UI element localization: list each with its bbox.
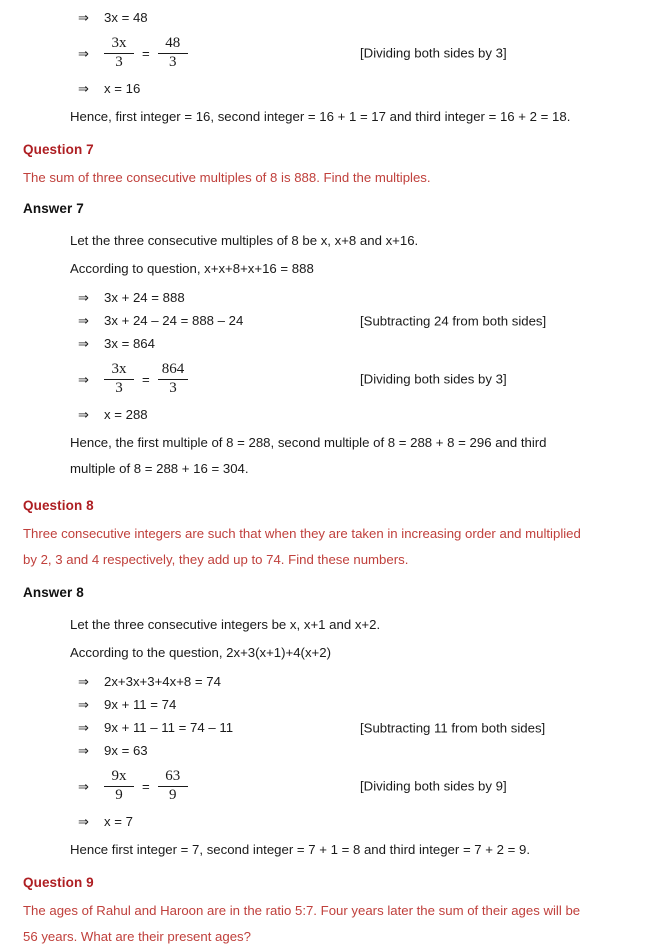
fraction-denominator: 3 xyxy=(104,379,134,397)
spacer xyxy=(0,280,663,288)
spacer xyxy=(0,157,663,167)
equation-expression: x = 16 xyxy=(104,81,141,96)
equation-row xyxy=(0,741,663,760)
spacer xyxy=(0,571,663,585)
equation-expression: 9x + 11 – 11 = 74 – 11 xyxy=(104,720,234,735)
equation-expression: 3x + 24 = 888 xyxy=(104,290,185,305)
implies-arrow-icon: ⇒ xyxy=(78,45,89,61)
fraction-denominator: 3 xyxy=(104,53,134,71)
answer-7-prose-line: According to question, x+x+8+x+16 = 888 xyxy=(70,261,314,276)
question-9-heading: Question 9 xyxy=(23,875,94,890)
fraction-numerator: 3x xyxy=(111,360,127,377)
fraction-equation xyxy=(104,36,188,71)
equation-expression: x = 288 xyxy=(104,407,148,422)
implies-arrow-icon: ⇒ xyxy=(78,697,89,712)
spacer xyxy=(0,189,663,201)
equation-row xyxy=(0,812,663,831)
equation-expression: x = 7 xyxy=(104,814,133,829)
equation-row-fraction xyxy=(0,27,663,79)
spacer xyxy=(0,861,663,875)
answer-8-prose-line: According to the question, 2x+3(x+1)+4(x+2) xyxy=(70,645,331,660)
equation-row xyxy=(0,311,663,330)
fraction-equation xyxy=(104,362,188,397)
equation-expression: 2x+3x+3+4x+8 = 74 xyxy=(104,674,221,689)
fraction-numerator: 9x xyxy=(111,767,127,784)
equation-row xyxy=(0,8,663,27)
implies-arrow-icon: ⇒ xyxy=(78,720,89,735)
fraction-right xyxy=(158,769,188,804)
fraction-denominator: 3 xyxy=(158,53,188,71)
fraction-right xyxy=(158,36,188,71)
fraction-denominator: 3 xyxy=(158,379,188,397)
spacer xyxy=(0,513,663,523)
spacer xyxy=(0,424,663,432)
equation-row xyxy=(0,288,663,307)
equals-sign: = xyxy=(142,371,150,387)
equation-note: [Dividing both sides by 9] xyxy=(360,778,507,794)
implies-arrow-icon: ⇒ xyxy=(78,290,89,305)
equation-row-fraction xyxy=(0,353,663,405)
equals-sign: = xyxy=(142,45,150,61)
equation-row xyxy=(0,718,663,737)
implies-arrow-icon: ⇒ xyxy=(78,313,89,328)
spacer xyxy=(0,0,663,8)
question-7-heading: Question 7 xyxy=(23,142,94,157)
implies-arrow-icon: ⇒ xyxy=(78,336,89,351)
equation-expression: 3x = 864 xyxy=(104,336,155,351)
fraction-numerator: 3x xyxy=(111,34,127,51)
equation-row xyxy=(0,672,663,691)
equation-row xyxy=(0,334,663,353)
fraction-numerator: 48 xyxy=(165,34,181,51)
fraction-left xyxy=(104,362,134,397)
question-9-body-line: 56 years. What are their present ages? xyxy=(23,929,251,944)
implies-arrow-icon: ⇒ xyxy=(78,371,89,387)
spacer xyxy=(0,480,663,498)
equation-note: [Dividing both sides by 3] xyxy=(360,45,507,61)
equals-sign: = xyxy=(142,778,150,794)
equation-expression: 3x + 24 – 24 = 888 – 24 xyxy=(104,313,244,328)
equation-note: [Dividing both sides by 3] xyxy=(360,371,507,387)
answer-7-prose-line: Let the three consecutive multiples of 8 be x, x+8 and x+16. xyxy=(70,233,419,248)
equation-row xyxy=(0,405,663,424)
fraction-left xyxy=(104,36,134,71)
answer-7-conclusion-line: Hence, the first multiple of 8 = 288, second multiple of 8 = 288 + 8 = 296 and third xyxy=(70,435,547,450)
spacer xyxy=(0,600,663,614)
fraction-denominator: 9 xyxy=(158,786,188,804)
fraction-denominator: 9 xyxy=(104,786,134,804)
equation-expression: 9x = 63 xyxy=(104,743,148,758)
spacer xyxy=(0,890,663,900)
implies-arrow-icon: ⇒ xyxy=(78,814,89,829)
spacer xyxy=(0,664,663,672)
equation-row-fraction xyxy=(0,760,663,812)
question-9-body-line: The ages of Rahul and Haroon are in the ratio 5:7. Four years later the sum of their ages will be xyxy=(23,903,581,918)
question-8-heading: Question 8 xyxy=(23,498,94,513)
answer-8-heading: Answer 8 xyxy=(23,585,84,600)
fraction-numerator: 63 xyxy=(165,767,181,784)
equation-row xyxy=(0,695,663,714)
fraction-equation xyxy=(104,769,188,804)
implies-arrow-icon: ⇒ xyxy=(78,674,89,689)
spacer xyxy=(0,216,663,230)
spacer xyxy=(0,128,663,142)
equation-note: [Subtracting 11 from both sides] xyxy=(360,720,546,735)
conclusion-line: Hence, first integer = 16, second integer = 16 + 1 = 17 and third integer = 16 + 2 = 18. xyxy=(70,109,571,124)
implies-arrow-icon: ⇒ xyxy=(78,407,89,422)
equation-expression: 9x + 11 = 74 xyxy=(104,697,177,712)
question-8-body-line: by 2, 3 and 4 respectively, they add up to 74. Find these numbers. xyxy=(23,552,409,567)
answer-8-conclusion-line: Hence first integer = 7, second integer = 7 + 1 = 8 and third integer = 7 + 2 = 9. xyxy=(70,842,531,857)
question-7-body: The sum of three consecutive multiples of 8 is 888. Find the multiples. xyxy=(23,170,431,185)
equation-note: [Subtracting 24 from both sides] xyxy=(360,313,547,328)
answer-7-heading: Answer 7 xyxy=(23,201,84,216)
spacer xyxy=(0,98,663,106)
fraction-right xyxy=(158,362,189,397)
implies-arrow-icon: ⇒ xyxy=(78,778,89,794)
fraction-left xyxy=(104,769,134,804)
question-8-body-line: Three consecutive integers are such that when they are taken in increasing order and multiplied xyxy=(23,526,581,541)
answer-8-prose-line: Let the three consecutive integers be x, x+1 and x+2. xyxy=(70,617,381,632)
implies-arrow-icon: ⇒ xyxy=(78,81,89,96)
spacer xyxy=(0,831,663,839)
fraction-numerator: 864 xyxy=(161,360,185,377)
implies-arrow-icon: ⇒ xyxy=(78,10,89,25)
equation-expression: 3x = 48 xyxy=(104,10,148,25)
implies-arrow-icon: ⇒ xyxy=(78,743,89,758)
answer-7-conclusion-line: multiple of 8 = 288 + 16 = 304. xyxy=(70,461,249,476)
equation-row xyxy=(0,79,663,98)
